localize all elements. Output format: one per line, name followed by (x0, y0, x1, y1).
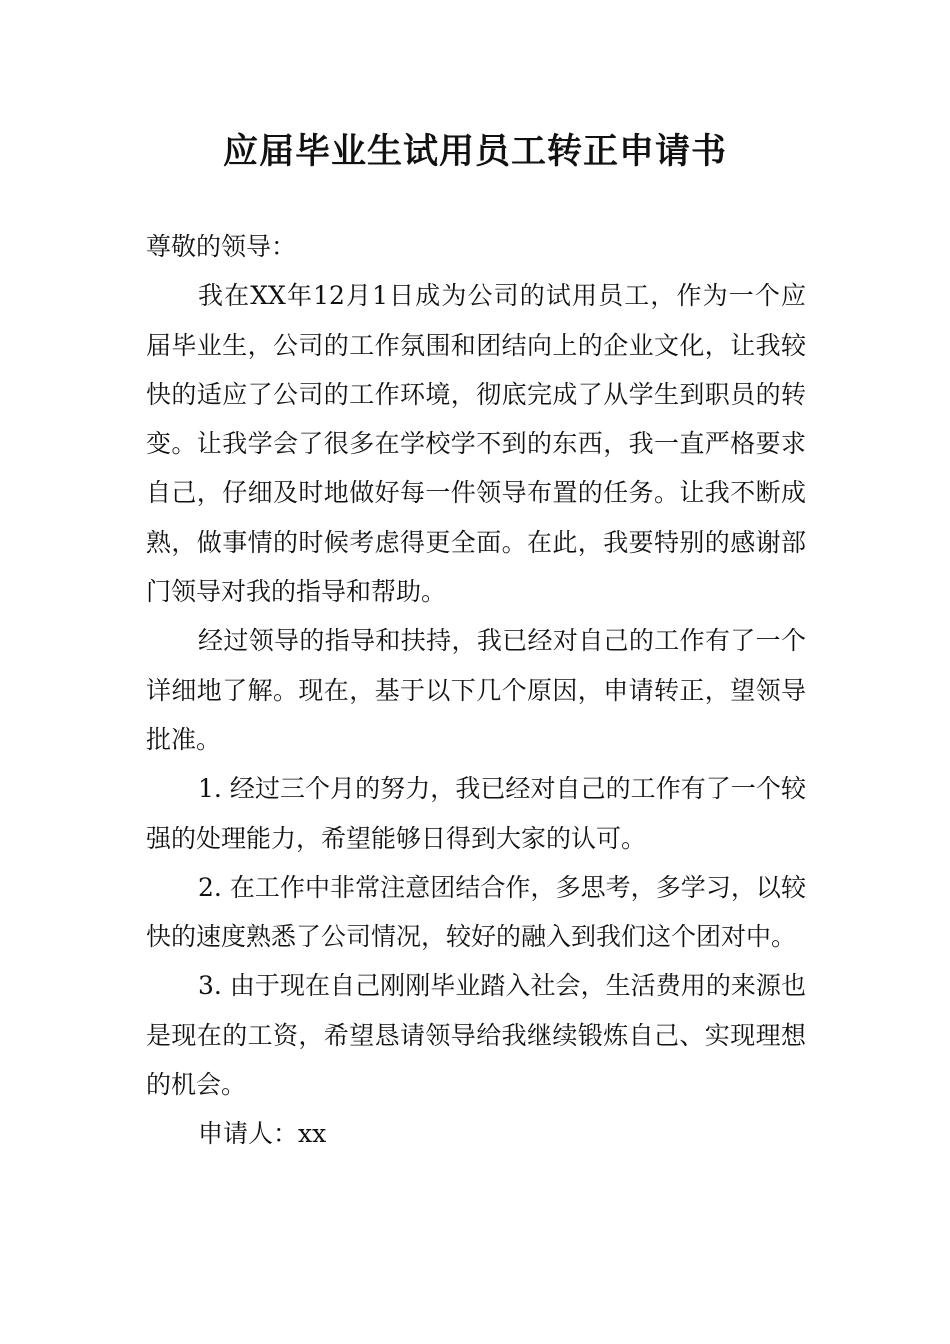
reason-item-2: 2. 在工作中非常注意团结合作，多思考，多学习，以较快的速度熟悉了公司情况，较好的融入到我们这个团对中。 (146, 872, 806, 952)
reason-item-1: 1. 经过三个月的努力，我已经对自己的工作有了一个较强的处理能力，希望能够日得到大家的认可。 (146, 774, 806, 853)
paragraph-intro: 我在XX年12月1日成为公司的试用员工，作为一个应届毕业生，公司的工作氛围和团结向上的企业文化，让我较快的适应了公司的工作环境，彻底完成了从学生到职员的转变。让我学会了很多在学校学不到的东西，我一直严格要求自己，仔细及时地做好每一件领导布置的任务。让我不断成熟，做事情的时候考虑得更全面。在此，我要特别的感谢部门领导对我的指导和帮助。 (146, 281, 806, 607)
document-body (146, 222, 806, 1159)
reason-item-3: 3. 由于现在自己刚刚毕业踏入社会，生活费用的来源也是现在的工资，希望恳请领导给我继续锻炼自己、实现理想的机会。 (146, 971, 806, 1100)
signature-line: 申请人：xx (198, 1119, 327, 1149)
salutation: 尊敬的领导： (146, 232, 297, 261)
document-title: 应届毕业生试用员工转正申请书 (222, 132, 727, 172)
paragraph-request: 经过领导的指导和扶持，我已经对自己的工作有了一个详细地了解。现在，基于以下几个原因，申请转正，望领导批准。 (146, 626, 806, 754)
